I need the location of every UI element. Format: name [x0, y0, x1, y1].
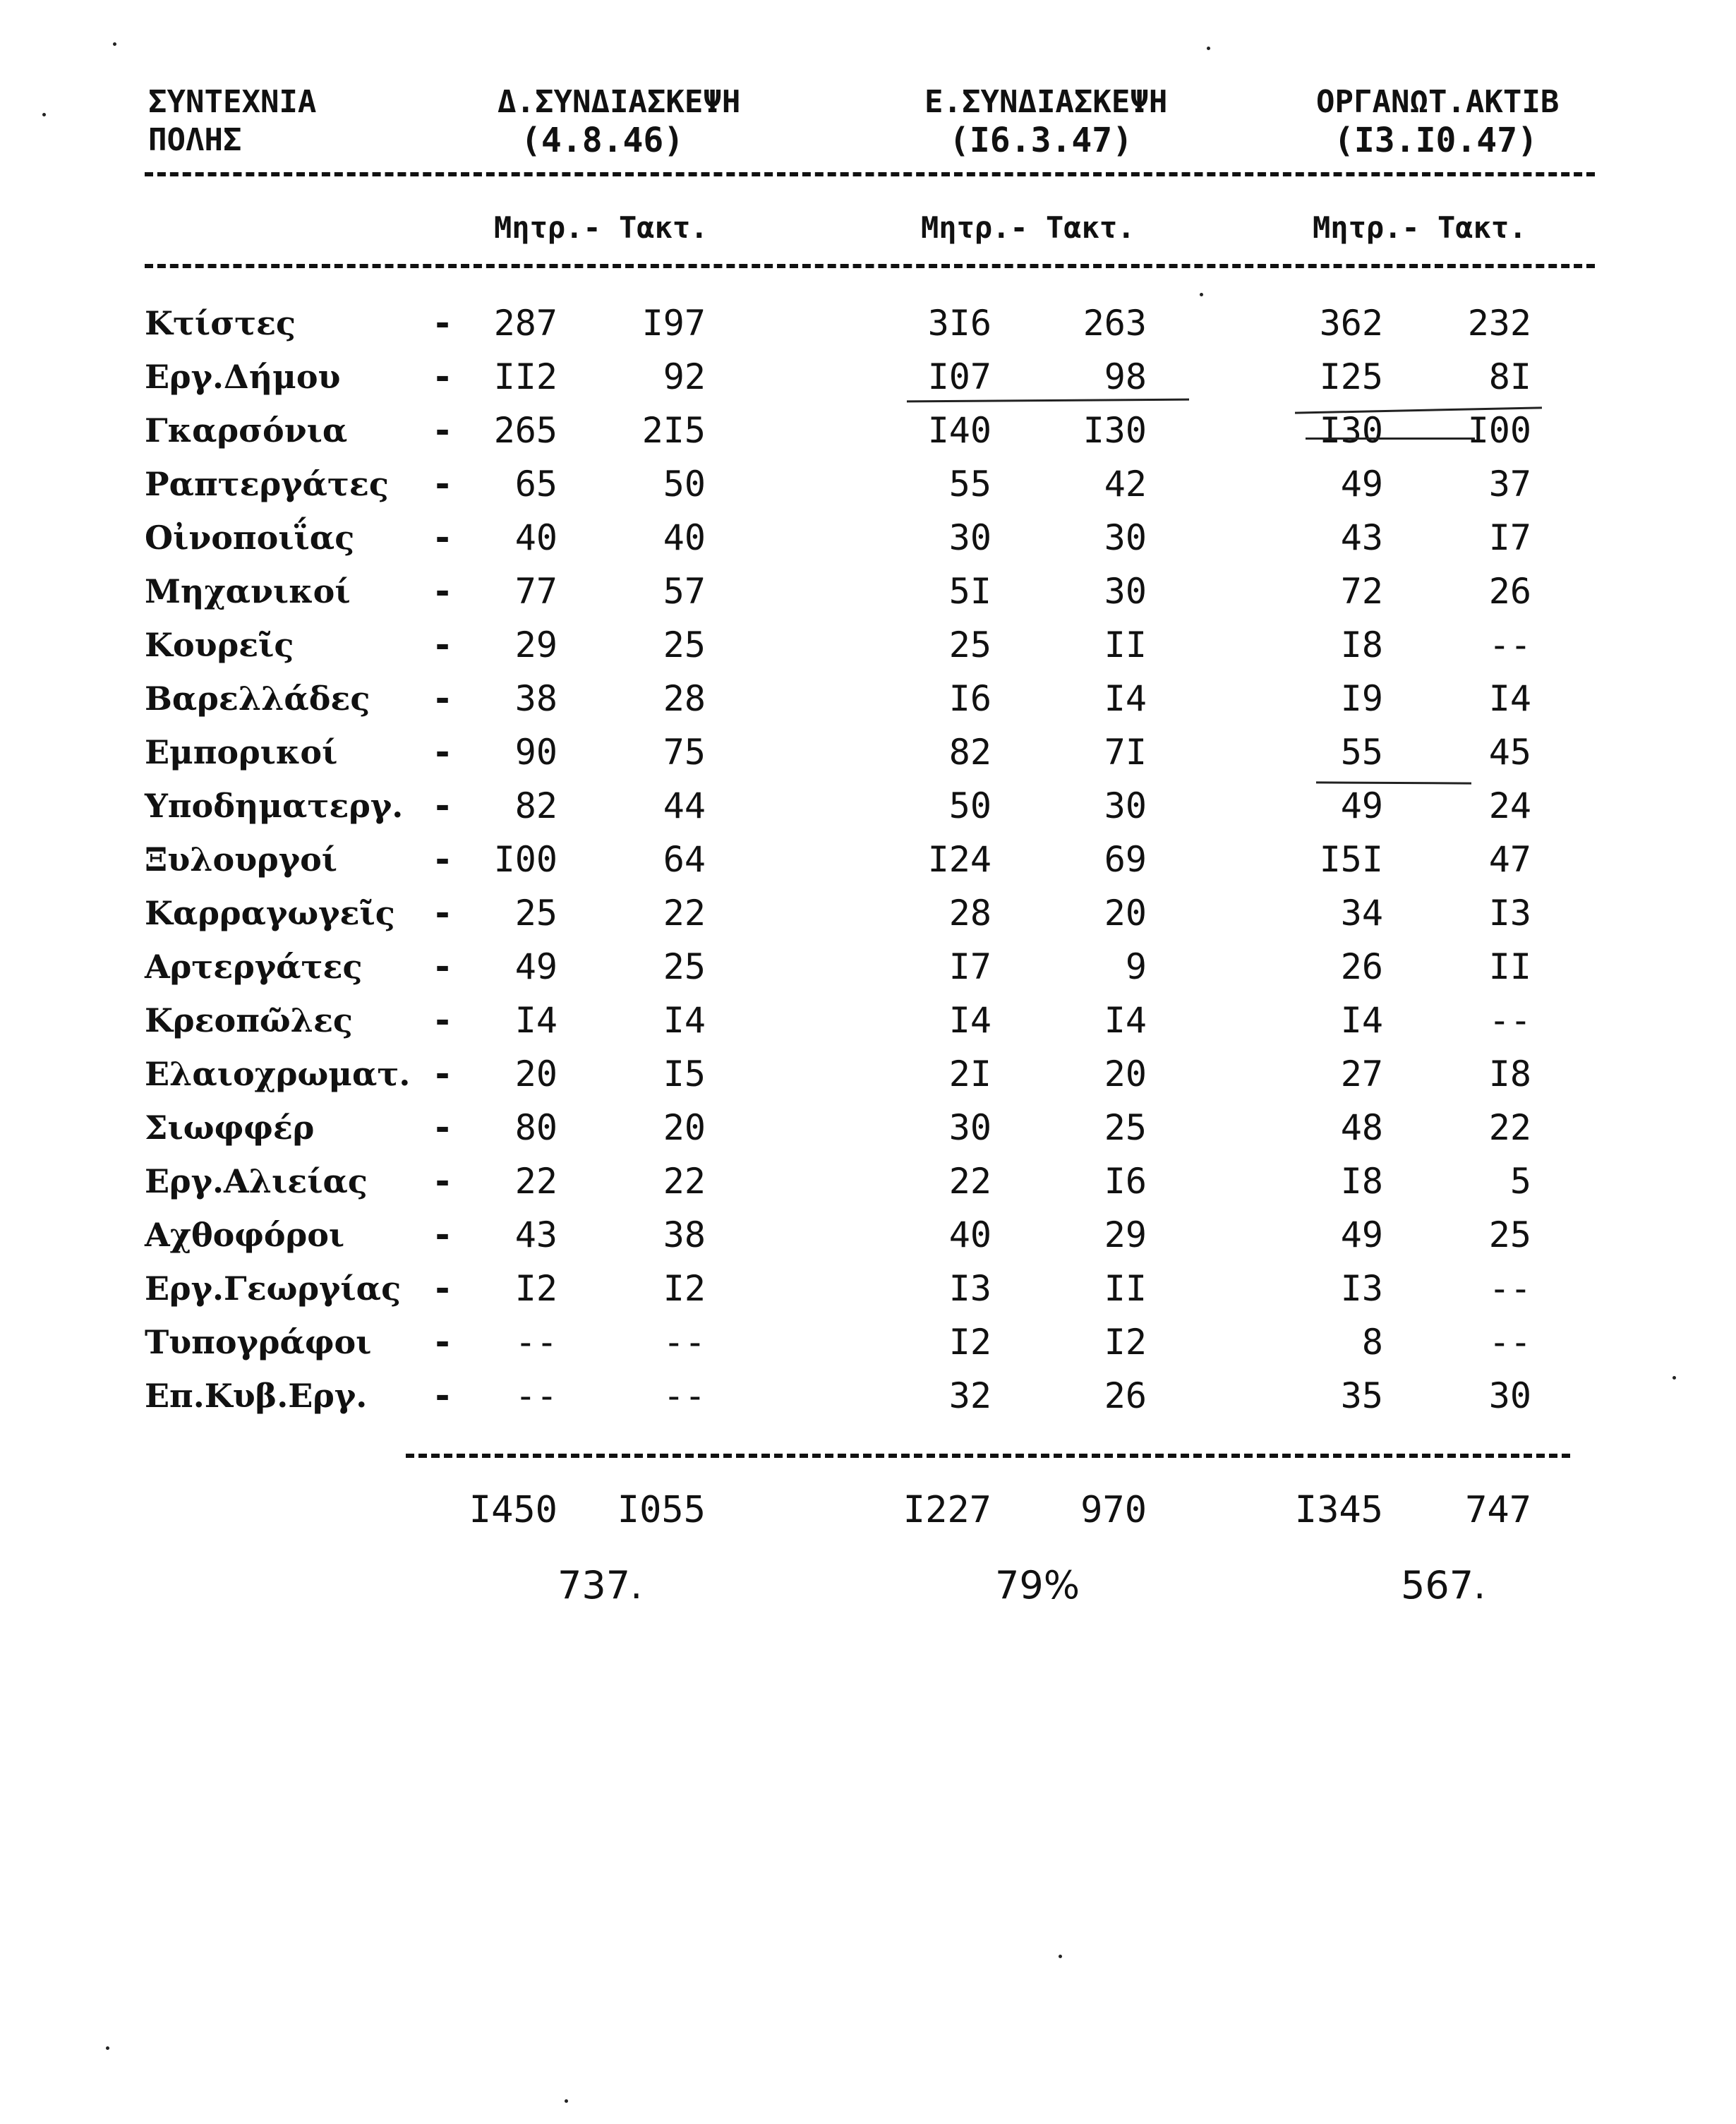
- cell-e-regular: 26: [1104, 1375, 1147, 1416]
- cell-d-members: 49: [514, 946, 557, 987]
- table-row: [0, 1262, 1736, 1315]
- cell-aktiv-regular: Ι7: [1488, 517, 1531, 558]
- row-dash: -: [432, 839, 454, 880]
- cell-e-regular: Ι2: [1104, 1322, 1147, 1363]
- cell-e-members: 82: [948, 732, 991, 773]
- cell-e-members: 50: [948, 785, 991, 826]
- row-dash: -: [432, 303, 454, 344]
- cell-d-members: ΙΙ2: [493, 356, 557, 397]
- cell-aktiv-regular: 30: [1488, 1375, 1531, 1416]
- table-row: [0, 350, 1736, 404]
- scan-speck: [1059, 1955, 1062, 1958]
- cell-d-members: --: [514, 1322, 557, 1363]
- cell-aktiv-members: 48: [1340, 1107, 1383, 1148]
- row-dash: -: [432, 410, 454, 451]
- cell-e-members: 2Ι: [948, 1054, 991, 1094]
- table-row: [0, 1369, 1736, 1423]
- header-conference-e-date: (Ι6.3.47): [949, 121, 1133, 160]
- cell-d-members: 25: [514, 893, 557, 934]
- union-name: Ραπτεργάτες: [145, 465, 389, 503]
- cell-aktiv-members: 27: [1340, 1054, 1383, 1094]
- row-dash: -: [432, 1107, 454, 1148]
- cell-d-regular: 20: [663, 1107, 706, 1148]
- subheader-d: Μητρ.- Τακτ.: [494, 210, 709, 245]
- union-name: Επ.Κυβ.Εργ.: [145, 1377, 368, 1415]
- cell-aktiv-regular: Ι8: [1488, 1054, 1531, 1094]
- cell-aktiv-members: Ι5Ι: [1319, 839, 1383, 880]
- table-row: [0, 1047, 1736, 1101]
- cell-aktiv-members: Ι30: [1319, 410, 1383, 451]
- union-name: Μηχανικοί: [145, 572, 351, 610]
- table-row: [0, 457, 1736, 511]
- cell-e-members: Ι2: [948, 1322, 991, 1363]
- cell-aktiv-regular: 24: [1488, 785, 1531, 826]
- scan-speck: [42, 113, 46, 116]
- percentage-aktiv: 567.: [1401, 1563, 1486, 1607]
- cell-e-members: 30: [948, 1107, 991, 1148]
- union-name: Εργ.Γεωργίας: [145, 1269, 402, 1308]
- cell-e-members: 55: [948, 464, 991, 505]
- percentage-e: 79%: [995, 1563, 1080, 1607]
- scan-speck: [1207, 47, 1210, 50]
- cell-e-regular: 42: [1104, 464, 1147, 505]
- cell-e-regular: 30: [1104, 571, 1147, 612]
- cell-aktiv-members: 34: [1340, 893, 1383, 934]
- header-divider: [145, 172, 1595, 176]
- cell-d-members: 22: [514, 1161, 557, 1202]
- pen-underline-aktiv-gkarsonia: [1306, 438, 1475, 440]
- cell-d-regular: 22: [663, 1161, 706, 1202]
- total-aktiv-regular: 747: [1465, 1489, 1531, 1531]
- total-e-members: Ι227: [903, 1489, 991, 1531]
- cell-e-regular: 20: [1104, 1054, 1147, 1094]
- cell-e-regular: ΙΙ: [1104, 1268, 1147, 1309]
- cell-aktiv-members: 35: [1340, 1375, 1383, 1416]
- header-organiz-aktiv-date: (Ι3.Ι0.47): [1334, 121, 1538, 160]
- cell-d-regular: 50: [663, 464, 706, 505]
- totals-divider: [406, 1454, 1570, 1458]
- cell-d-regular: 92: [663, 356, 706, 397]
- table-row: [0, 672, 1736, 725]
- table-row: [0, 1315, 1736, 1369]
- cell-aktiv-members: 49: [1340, 464, 1383, 505]
- cell-e-members: 40: [948, 1214, 991, 1255]
- cell-e-members: Ι4: [948, 1000, 991, 1041]
- row-dash: -: [432, 785, 454, 826]
- row-dash: -: [432, 1000, 454, 1041]
- total-d-members: Ι450: [469, 1489, 557, 1531]
- cell-e-members: Ι24: [927, 839, 991, 880]
- cell-e-regular: 30: [1104, 517, 1147, 558]
- cell-e-regular: 29: [1104, 1214, 1147, 1255]
- cell-d-members: Ι00: [493, 839, 557, 880]
- cell-aktiv-regular: 232: [1467, 303, 1531, 344]
- union-name: Ελαιοχρωματ.: [145, 1055, 411, 1093]
- row-dash: -: [432, 356, 454, 397]
- cell-aktiv-regular: Ι00: [1467, 410, 1531, 451]
- union-name: Καρραγωγεῖς: [145, 894, 395, 932]
- cell-d-members: 29: [514, 624, 557, 665]
- cell-aktiv-members: 49: [1340, 1214, 1383, 1255]
- union-name: Βαρελλάδες: [145, 680, 370, 718]
- table-row: [0, 725, 1736, 779]
- table-row: [0, 1208, 1736, 1262]
- cell-e-members: 5Ι: [948, 571, 991, 612]
- subheader-aktiv: Μητρ.- Τακτ.: [1313, 210, 1527, 245]
- cell-aktiv-members: Ι3: [1340, 1268, 1383, 1309]
- row-dash: -: [432, 1161, 454, 1202]
- row-dash: -: [432, 571, 454, 612]
- table-row: [0, 1101, 1736, 1154]
- cell-e-regular: 263: [1083, 303, 1147, 344]
- table-row: [0, 511, 1736, 565]
- cell-aktiv-regular: 37: [1488, 464, 1531, 505]
- cell-d-regular: 25: [663, 946, 706, 987]
- row-dash: -: [432, 732, 454, 773]
- row-dash: -: [432, 464, 454, 505]
- cell-e-members: 22: [948, 1161, 991, 1202]
- cell-aktiv-members: Ι25: [1319, 356, 1383, 397]
- cell-aktiv-regular: 25: [1488, 1214, 1531, 1255]
- cell-d-members: 90: [514, 732, 557, 773]
- cell-e-members: Ι07: [927, 356, 991, 397]
- cell-d-members: 20: [514, 1054, 557, 1094]
- cell-aktiv-members: 55: [1340, 732, 1383, 773]
- cell-d-members: 40: [514, 517, 557, 558]
- cell-e-members: 30: [948, 517, 991, 558]
- table-row: [0, 296, 1736, 350]
- cell-aktiv-members: 362: [1319, 303, 1383, 344]
- row-dash: -: [432, 1268, 454, 1309]
- cell-e-regular: 98: [1104, 356, 1147, 397]
- cell-aktiv-members: Ι4: [1340, 1000, 1383, 1041]
- union-name: Αχθοφόροι: [145, 1216, 345, 1254]
- cell-aktiv-regular: 22: [1488, 1107, 1531, 1148]
- cell-d-regular: 2Ι5: [641, 410, 706, 451]
- row-dash: -: [432, 1054, 454, 1094]
- cell-d-regular: 40: [663, 517, 706, 558]
- cell-e-regular: 7Ι: [1104, 732, 1147, 773]
- cell-e-regular: 9: [1125, 946, 1147, 987]
- cell-d-regular: Ι2: [663, 1268, 706, 1309]
- cell-d-regular: 44: [663, 785, 706, 826]
- cell-e-regular: Ι4: [1104, 1000, 1147, 1041]
- cell-aktiv-regular: 45: [1488, 732, 1531, 773]
- row-dash: -: [432, 1214, 454, 1255]
- table-row: [0, 779, 1736, 833]
- cell-d-members: 43: [514, 1214, 557, 1255]
- cell-d-members: 80: [514, 1107, 557, 1148]
- total-d-regular: Ι055: [617, 1489, 706, 1531]
- cell-d-regular: --: [663, 1375, 706, 1416]
- cell-d-regular: Ι97: [641, 303, 706, 344]
- header-conference-d-title: Δ.ΣΥΝΔΙΑΣΚΕΨΗ: [498, 84, 741, 120]
- row-dash: -: [432, 946, 454, 987]
- row-dash: -: [432, 678, 454, 719]
- cell-e-members: 25: [948, 624, 991, 665]
- cell-aktiv-members: Ι9: [1340, 678, 1383, 719]
- row-dash: -: [432, 517, 454, 558]
- union-name: Εργ.Δήμου: [145, 358, 341, 396]
- cell-e-members: 28: [948, 893, 991, 934]
- row-dash: -: [432, 624, 454, 665]
- union-name: Οἰνοποιΐας: [145, 519, 355, 557]
- cell-d-regular: Ι4: [663, 1000, 706, 1041]
- cell-d-members: Ι2: [514, 1268, 557, 1309]
- cell-e-regular: 69: [1104, 839, 1147, 880]
- header-union-line2: ΠΟΛΗΣ: [148, 122, 242, 158]
- cell-d-regular: 64: [663, 839, 706, 880]
- header-conference-e-title: Ε.ΣΥΝΔΙΑΣΚΕΨΗ: [924, 84, 1168, 120]
- cell-d-regular: 25: [663, 624, 706, 665]
- cell-d-members: 77: [514, 571, 557, 612]
- scan-speck: [106, 2046, 109, 2050]
- cell-d-regular: 57: [663, 571, 706, 612]
- cell-d-members: 82: [514, 785, 557, 826]
- scan-speck: [1200, 293, 1203, 296]
- table-row: [0, 886, 1736, 940]
- cell-aktiv-regular: --: [1488, 1000, 1531, 1041]
- cell-aktiv-members: 72: [1340, 571, 1383, 612]
- union-name: Κρεοπῶλες: [145, 1001, 353, 1039]
- cell-aktiv-regular: 47: [1488, 839, 1531, 880]
- scan-speck: [1672, 1376, 1676, 1380]
- table-row: [0, 833, 1736, 886]
- subheader-divider: [145, 264, 1595, 268]
- table-row: [0, 1154, 1736, 1208]
- cell-d-regular: Ι5: [663, 1054, 706, 1094]
- cell-d-members: Ι4: [514, 1000, 557, 1041]
- cell-e-members: Ι40: [927, 410, 991, 451]
- cell-aktiv-regular: --: [1488, 1322, 1531, 1363]
- union-name: Τυπογράφοι: [145, 1323, 372, 1361]
- cell-aktiv-regular: 26: [1488, 571, 1531, 612]
- union-name: Κτίστες: [145, 304, 296, 342]
- subheader-e: Μητρ.- Τακτ.: [921, 210, 1135, 245]
- header-organiz-aktiv-title: ΟΡΓΑΝΩΤ.ΑΚΤΙΒ: [1316, 84, 1560, 120]
- percentage-d: 737.: [557, 1563, 643, 1607]
- cell-aktiv-members: Ι8: [1340, 624, 1383, 665]
- header-conference-d-date: (4.8.46): [521, 121, 685, 160]
- union-name: Γκαρσόνια: [145, 411, 348, 449]
- cell-e-regular: 20: [1104, 893, 1147, 934]
- cell-e-members: Ι7: [948, 946, 991, 987]
- header-union-line1: ΣΥΝΤΕΧΝΙΑ: [148, 84, 317, 120]
- union-name: Κουρεῖς: [145, 626, 294, 664]
- cell-e-regular: Ι30: [1083, 410, 1147, 451]
- union-name: Σιωφφέρ: [145, 1109, 315, 1147]
- cell-e-regular: 30: [1104, 785, 1147, 826]
- cell-e-regular: Ι4: [1104, 678, 1147, 719]
- union-name: Αρτεργάτες: [145, 948, 363, 986]
- cell-e-regular: ΙΙ: [1104, 624, 1147, 665]
- cell-d-regular: 22: [663, 893, 706, 934]
- cell-d-regular: 28: [663, 678, 706, 719]
- cell-e-regular: 25: [1104, 1107, 1147, 1148]
- cell-aktiv-regular: ΙΙ: [1488, 946, 1531, 987]
- cell-e-members: Ι3: [948, 1268, 991, 1309]
- table-row: [0, 404, 1736, 457]
- cell-aktiv-members: 8: [1361, 1322, 1383, 1363]
- cell-d-members: 287: [493, 303, 557, 344]
- table-row: [0, 994, 1736, 1047]
- cell-d-regular: --: [663, 1322, 706, 1363]
- scan-speck: [565, 2099, 568, 2103]
- union-name: Εμπορικοί: [145, 733, 338, 771]
- cell-aktiv-regular: 5: [1509, 1161, 1531, 1202]
- scan-speck: [113, 42, 116, 46]
- cell-e-members: 32: [948, 1375, 991, 1416]
- row-dash: -: [432, 1322, 454, 1363]
- cell-aktiv-members: 26: [1340, 946, 1383, 987]
- cell-d-members: 265: [493, 410, 557, 451]
- table-row: [0, 565, 1736, 618]
- union-name: Υποδηματεργ.: [145, 787, 404, 825]
- cell-aktiv-regular: Ι3: [1488, 893, 1531, 934]
- cell-aktiv-members: 49: [1340, 785, 1383, 826]
- cell-aktiv-regular: Ι4: [1488, 678, 1531, 719]
- total-aktiv-members: Ι345: [1294, 1489, 1383, 1531]
- cell-e-members: Ι6: [948, 678, 991, 719]
- row-dash: -: [432, 1375, 454, 1416]
- union-name: Εργ.Αλιείας: [145, 1162, 368, 1200]
- table-row: [0, 618, 1736, 672]
- total-e-regular: 970: [1080, 1489, 1147, 1531]
- cell-e-members: 3Ι6: [927, 303, 991, 344]
- cell-d-members: 65: [514, 464, 557, 505]
- cell-d-members: --: [514, 1375, 557, 1416]
- cell-aktiv-members: Ι8: [1340, 1161, 1383, 1202]
- cell-d-regular: 38: [663, 1214, 706, 1255]
- cell-d-members: 38: [514, 678, 557, 719]
- union-name: Ξυλουργοί: [145, 840, 338, 879]
- cell-aktiv-regular: 8Ι: [1488, 356, 1531, 397]
- cell-d-regular: 75: [663, 732, 706, 773]
- row-dash: -: [432, 893, 454, 934]
- cell-aktiv-regular: --: [1488, 1268, 1531, 1309]
- cell-aktiv-regular: --: [1488, 624, 1531, 665]
- cell-aktiv-members: 43: [1340, 517, 1383, 558]
- cell-e-regular: Ι6: [1104, 1161, 1147, 1202]
- table-row: [0, 940, 1736, 994]
